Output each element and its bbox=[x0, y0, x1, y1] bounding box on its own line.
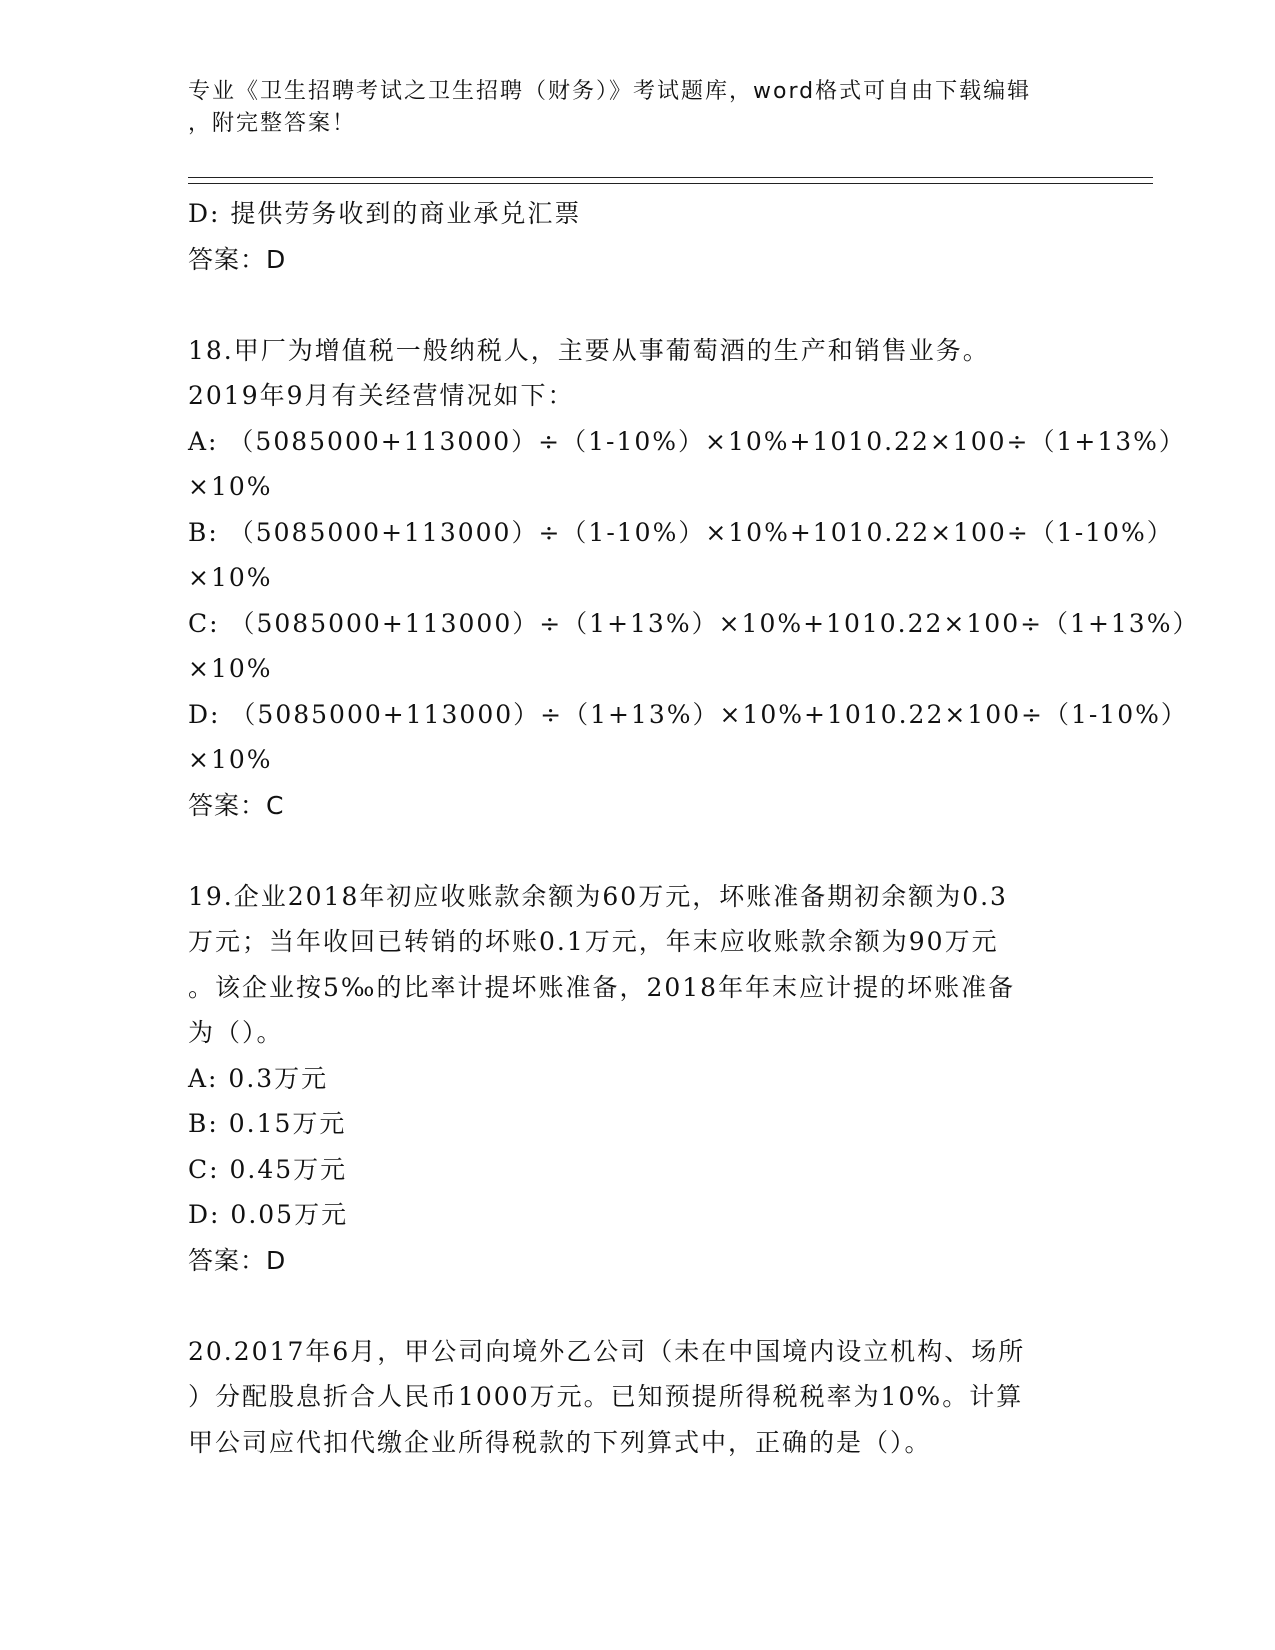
q19-stem-line: 19.企业2018年初应收账款余额为60万元，坏账准备期初余额为0.3 bbox=[188, 881, 1008, 911]
question-17-tail bbox=[188, 191, 1088, 282]
question-20 bbox=[188, 1329, 1088, 1466]
q18-option-c-cont: ×10% bbox=[188, 654, 273, 683]
header-line-2: ，附完整答案！ bbox=[188, 111, 357, 136]
q18-answer: 答案：C bbox=[188, 790, 285, 820]
q18-stem-line: 18.甲厂为增值税一般纳税人，主要从事葡萄酒的生产和销售业务。 bbox=[188, 335, 990, 365]
q18-option-b-cont: ×10% bbox=[188, 563, 273, 592]
spacer bbox=[188, 282, 1088, 328]
q20-stem-line: 20.2017年6月，甲公司向境外乙公司（未在中国境内设立机构、场所 bbox=[188, 1336, 1026, 1366]
q18-option-b: B: （5085000+113000）÷（1-10%）×10%+1010.22×100÷（1-10%） bbox=[188, 517, 1174, 547]
question-content bbox=[188, 191, 1200, 1465]
q17-option-d: D: 提供劳务收到的商业承兑汇票 bbox=[188, 199, 582, 228]
q19-stem-line: 万元；当年收回已转销的坏账0.1万元，年末应收账款余额为90万元 bbox=[188, 927, 999, 956]
q19-option-b: B: 0.15万元 bbox=[188, 1109, 347, 1138]
spacer bbox=[188, 1283, 1088, 1329]
q18-option-a-cont: ×10% bbox=[188, 472, 273, 501]
question-19 bbox=[188, 874, 1088, 1284]
document-header bbox=[188, 76, 1088, 140]
q18-option-d-cont: ×10% bbox=[188, 745, 273, 774]
q19-stem-line: 为（）。 bbox=[188, 1018, 284, 1047]
header-line-1: 专业《卫生招聘考试之卫生招聘（财务）》考试题库，word格式可自由下载编辑 bbox=[188, 79, 1032, 104]
q19-option-d: D: 0.05万元 bbox=[188, 1200, 349, 1229]
q20-stem-line: ）分配股息折合人民币1000万元。已知预提所得税税率为10%。计算 bbox=[188, 1382, 1024, 1411]
header-divider-bottom bbox=[188, 183, 1153, 184]
q18-option-d: D: （5085000+113000）÷（1+13%）×10%+1010.22×100÷（1-10%） bbox=[188, 699, 1188, 729]
q19-option-a: A: 0.3万元 bbox=[188, 1063, 329, 1093]
q18-stem-line: 2019年9月有关经营情况如下： bbox=[188, 381, 575, 410]
spacer bbox=[188, 828, 1088, 874]
q19-stem-line: 。该企业按5‰的比率计提坏账准备，2018年年末应计提的坏账准备 bbox=[188, 972, 1016, 1002]
q19-option-c: C: 0.45万元 bbox=[188, 1154, 348, 1184]
header-divider-top bbox=[188, 177, 1153, 178]
q18-option-a: A: （5085000+113000）÷（1-10%）×10%+1010.22×100÷（1+13%） bbox=[188, 426, 1186, 456]
q20-stem-line: 甲公司应代扣代缴企业所得税款的下列算式中，正确的是（）。 bbox=[188, 1427, 932, 1457]
question-18 bbox=[188, 328, 1200, 829]
q17-answer: 答案：D bbox=[188, 244, 287, 274]
q18-option-c: C: （5085000+113000）÷（1+13%）×10%+1010.22×100÷（1+13%） bbox=[188, 608, 1200, 638]
q19-answer: 答案：D bbox=[188, 1245, 287, 1275]
